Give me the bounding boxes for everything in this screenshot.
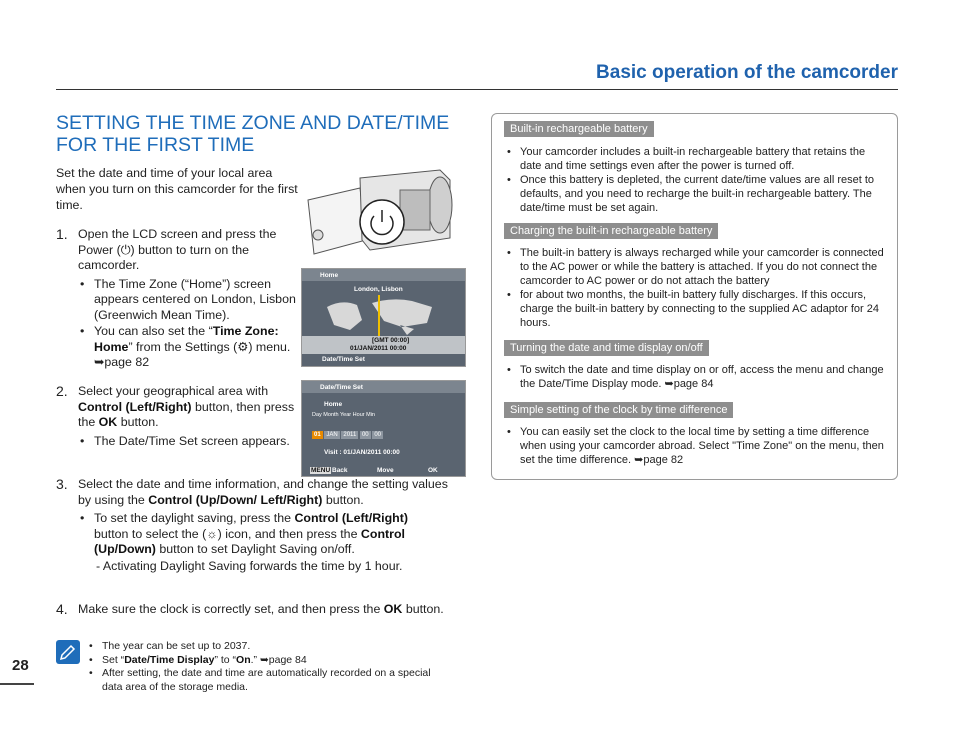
box-item: • Your camcorder includes a built-in rechargeable battery that retains the date and time settings even after the power is turned off. <box>506 145 886 173</box>
step-text: Open the LCD screen and press the Power ( <box>78 227 277 257</box>
step-number: 2. <box>56 383 68 399</box>
header-divider <box>56 89 898 90</box>
city-label: London, Lisbon <box>354 286 403 293</box>
box-heading: Turning the date and time display on/off <box>504 340 709 356</box>
page-number-rule <box>0 683 34 685</box>
bullet-item: • You can also set the “Time Zone: Home” from the Settings (⚙) menu. ➥page 82 <box>78 324 302 371</box>
step-text: ) button to turn on the camcorder. <box>78 242 249 272</box>
column-labels: Day Month Year Hour Min <box>312 412 375 418</box>
date-fields: 01 JAN 2011 00 00 <box>314 432 381 438</box>
bullet-item: • To set the daylight saving, press the Control (Left/Right) button to select the (☼) icon, and then press the Control (Up/Down) button to set Daylight Saving on/off. <box>78 511 428 558</box>
section-title: SETTING THE TIME ZONE AND DATE/TIME FOR THE FIRST TIME <box>56 112 450 156</box>
step-number: 3. <box>56 476 68 492</box>
note-item: • After setting, the date and time are automatically recorded on a special data area of the storage media. <box>88 667 448 694</box>
box-item: • for about two months, the built-in battery fully discharges. If this occurs, charge the built-in battery by connecting to the supplied AC adaptor for 24 hours. <box>506 288 886 330</box>
footer-label: Date/Time Set <box>322 356 365 363</box>
notes-list <box>88 640 448 694</box>
box-heading: Built-in rechargeable battery <box>504 121 654 137</box>
bullet-item: • The Time Zone (“Home”) screen appears centered on London, Lisbon (Greenwich Mean Time). <box>78 277 302 324</box>
bullet-item: • The Date/Time Set screen appears. <box>78 434 302 450</box>
note-item: • Set “Date/Time Display” to “On.” ➥page 84 <box>88 654 448 668</box>
world-map-icon <box>322 295 447 337</box>
page-header-title: Basic operation of the camcorder <box>596 62 898 83</box>
intro-text: Set the date and time of your local area when you turn on this camcorder for the first time. <box>56 166 298 212</box>
power-icon: ⏻ <box>120 242 131 257</box>
battery-info-box <box>491 113 898 480</box>
note-icon <box>56 640 80 664</box>
step-number: 4. <box>56 601 68 617</box>
box-heading: Simple setting of the clock by time difference <box>504 402 733 418</box>
screen-title: Home <box>320 272 339 279</box>
settings-gear-icon: ⚙ <box>237 339 249 354</box>
box-item: • You can easily set the clock to the local time by setting a time difference when using your camcorder abroad. Select "Time Zone" on the menu, then set the time difference. ➥page 82 <box>506 425 886 467</box>
page-number: 28 <box>12 657 29 674</box>
camcorder-illustration <box>300 160 470 265</box>
gmt-label: [GMT 00:00] <box>372 337 410 344</box>
home-label: Home <box>324 401 343 408</box>
sub-note: - Activating Daylight Saving forwards the time by 1 hour. <box>96 558 403 573</box>
lcd-screen-date-time-set: Date/Time Set Home Day Month Year Hour Min 01 JAN 2011 00 00 Visit : 01/JAN/2011 00:00 MENU Back Move OK <box>301 380 466 477</box>
box-item: • The built-in battery is always recharged while your camcorder is connected to the AC power or while the battery is attached. If you do not connect the camcorder to AC power or do not attach the battery <box>506 246 886 288</box>
note-item: • The year can be set up to 2037. <box>88 640 448 654</box>
box-heading: Charging the built-in rechargeable battery <box>504 223 718 239</box>
lcd-screen-home <box>301 268 466 367</box>
box-item: • Once this battery is depleted, the current date/time values are all reset to defaults, and you need to recharge the built-in rechargeable battery. The date/time must be set again. <box>506 173 886 215</box>
visit-label: Visit : 01/JAN/2011 00:00 <box>324 449 400 456</box>
box-item: • To switch the date and time display on or off, access the menu and change the Date/Time Display mode. ➥page 84 <box>506 363 886 391</box>
daylight-saving-icon: ☼ <box>206 526 218 541</box>
screen-title: Date/Time Set <box>320 384 363 391</box>
date-label: 01/JAN/2011 00:00 <box>350 345 407 352</box>
step-number: 1. <box>56 226 68 242</box>
